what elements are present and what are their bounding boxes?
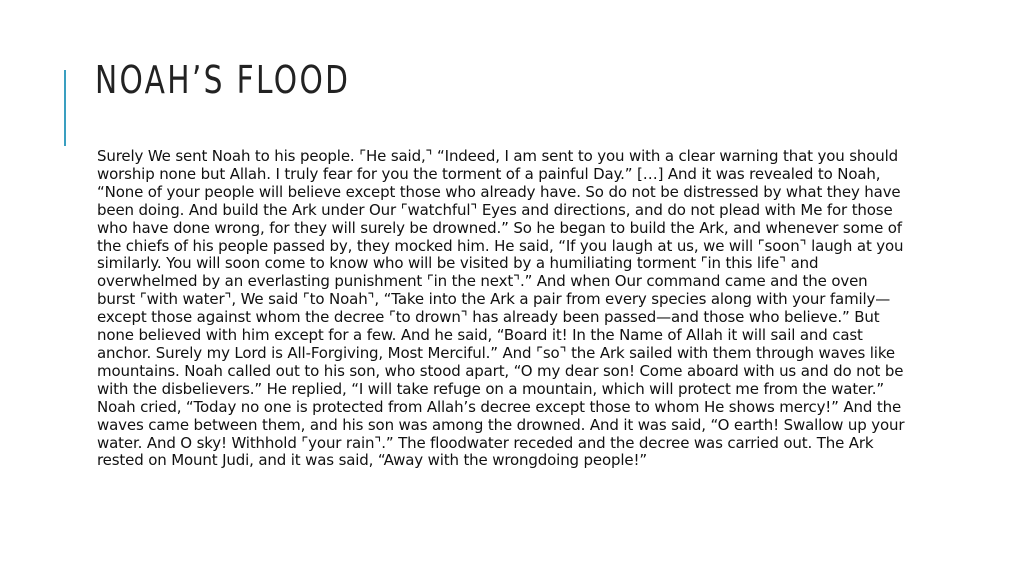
slide-body-text: Surely We sent Noah to his people. ⌜He said,⌝ “Indeed, I am sent to you with a clear warning that you should worship none but Allah. I truly fear for you the torment of a painful Day.” […] And it was revealed to Noah, “None of your people will believe except those who already have. So do not be distressed by what they have been doing. And build the Ark under Our ⌜watchful⌝ Eyes and directions, and do not plead with Me for those who have done wrong, for they will surely be drowned.” So he began to build the Ark, and whenever some of the chiefs of his people passed by, they mocked him. He said, “If you laugh at us, we will ⌜soon⌝ laugh at you similarly. You will soon come to know who will be visited by a humiliating torment ⌜in this life⌝ and overwhelmed by an everlasting punishment ⌜in the next⌝.” And when Our command came and the oven burst ⌜with water⌝, We said ⌜to Noah⌝, “Take into the Ark a pair from every species along with your family—except those against whom the decree ⌜to drown⌝ has already been passed—and those who believe.” But none believed with him except for a few. And he said, “Board it! In the Name of Allah it will sail and cast anchor. Surely my Lord is All-Forgiving, Most Merciful.” And ⌜so⌝ the Ark sailed with them through waves like mountains. Noah called out to his son, who stood apart, “O my dear son! Come aboard with us and do not be with the disbelievers.” He replied, “I will take refuge on a mountain, which will protect me from the water.” Noah cried, “Today no one is protected from Allah’s decree except those to whom He shows mercy!” And the waves came between them, and his son was among the drowned. And it was said, “O earth! Swallow up your water. And O sky! Withhold ⌜your rain⌝.” The floodwater receded and the decree was carried out. The Ark rested on Mount Judi, and it was said, “Away with the wrongdoing people!” <box>97 147 905 470</box>
accent-bar <box>64 70 66 146</box>
slide-title: NOAH’S FLOOD <box>95 58 351 102</box>
